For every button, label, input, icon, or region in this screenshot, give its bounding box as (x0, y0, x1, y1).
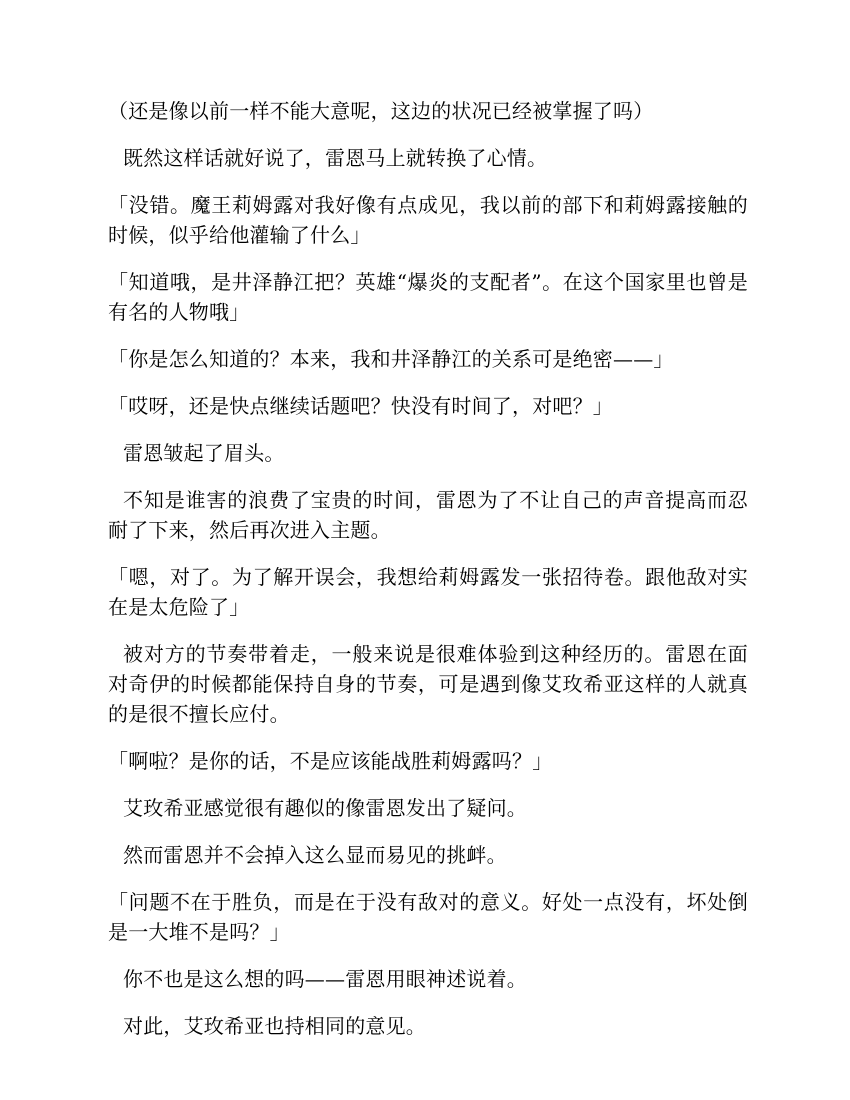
paragraph-9: 「嗯，对了。为了解开误会，我想给莉姆露发一张招待卷。跟他敌对实在是太危险了」 (108, 565, 748, 619)
paragraph-16: 对此，艾玫希亚也持相同的意见。 (123, 1014, 426, 1038)
document-page (108, 96, 748, 1058)
paragraph-11: 「啊啦？是你的话，不是应该能战胜莉姆露吗？」 (108, 749, 553, 773)
paragraph-5: 「你是怎么知道的？本来，我和井泽静江的关系可是绝密——」 (108, 347, 674, 371)
paragraph-7: 雷恩皱起了眉头。 (123, 441, 285, 465)
paragraph-12: 艾玫希亚感觉很有趣似的像雷恩发出了疑问。 (123, 796, 527, 820)
paragraph-6: 「哎呀，还是快点继续话题吧？快没有时间了，对吧？」 (108, 394, 613, 418)
paragraph-10: 被对方的节奏带着走，一般来说是很难体验到这种经历的。雷恩在面对奇伊的时候都能保持自身的节奏，可是遇到像艾玫希亚这样的人就真的是很不擅长应付。 (108, 642, 748, 726)
paragraph-8: 不知是谁害的浪费了宝贵的时间，雷恩为了不让自己的声音提高而忍耐了下来，然后再次进入主题。 (108, 488, 748, 542)
paragraph-4: 「知道哦，是井泽静江把？英雄“爆炎的支配者”。在这个国家里也曾是有名的人物哦」 (108, 270, 748, 324)
paragraph-3: 「没错。魔王莉姆露对我好像有点成见，我以前的部下和莉姆露接触的时候，似乎给他灌输了什么」 (108, 193, 748, 247)
paragraph-14: 「问题不在于胜负，而是在于没有敌对的意义。好处一点没有，坏处倒是一大堆不是吗？」 (108, 890, 748, 944)
paragraph-13: 然而雷恩并不会掉入这么显而易见的挑衅。 (123, 843, 507, 867)
paragraph-1: （还是像以前一样不能大意呢，这边的状况已经被掌握了吗） (108, 99, 654, 123)
paragraph-15: 你不也是这么想的吗——雷恩用眼神述说着。 (123, 967, 527, 991)
paragraph-2: 既然这样话就好说了，雷恩马上就转换了心情。 (123, 146, 548, 170)
